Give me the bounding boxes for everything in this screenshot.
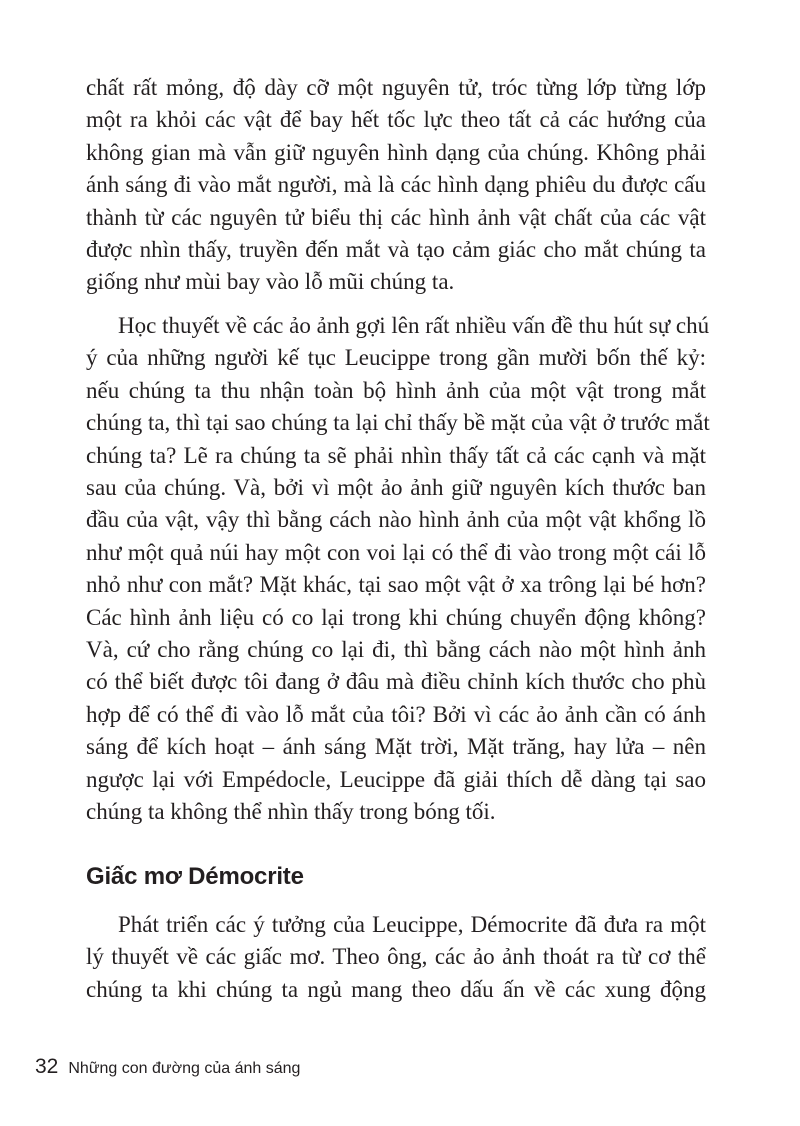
text-line: lý thuyết về các giấc mơ. Theo ông, các ảo ảnh thoát ra từ cơ thể bbox=[86, 944, 706, 970]
text-line: có thể biết được tôi đang ở đâu mà điều chỉnh kích thước cho phù bbox=[86, 669, 706, 695]
text-line: được nhìn thấy, truyền đến mắt và tạo cảm giác cho mắt chúng ta bbox=[86, 237, 706, 263]
page-footer bbox=[35, 1055, 300, 1081]
running-title: Những con đường của ánh sáng bbox=[68, 1060, 301, 1077]
text-line: chúng ta khi chúng ta ngủ mang theo dấu ấn về các xung động bbox=[86, 976, 706, 1002]
text-line: Các hình ảnh liệu có co lại trong khi chúng chuyển động không? bbox=[86, 604, 706, 630]
text-line: sau của chúng. Và, bởi vì một ảo ảnh giữ nguyên kích thước ban bbox=[86, 475, 706, 501]
text-line: như một quả núi hay một con voi lại có thể đi vào trong một cái lỗ bbox=[86, 539, 706, 565]
text-line: hợp để có thể đi vào lỗ mắt của tôi? Bởi vì các ảo ảnh cần có ánh bbox=[86, 701, 706, 727]
text-line: Phát triển các ý tưởng của Leucippe, Démocrite đã đưa ra một bbox=[118, 912, 706, 937]
text-line: ngược lại với Empédocle, Leucippe đã giải thích dễ dàng tại sao bbox=[86, 766, 706, 792]
text-line: chúng ta? Lẽ ra chúng ta sẽ phải nhìn thấy tất cả các cạnh và mặt bbox=[86, 442, 706, 468]
section-heading: Giấc mơ Démocrite bbox=[86, 863, 304, 890]
body-paragraph-2 bbox=[86, 310, 710, 829]
text-line: một ra khỏi các vật để bay hết tốc lực theo tất cả các hướng của bbox=[86, 107, 706, 133]
text-line: nhỏ như con mắt? Mặt khác, tại sao một vật ở xa trông lại bé hơn? bbox=[86, 572, 706, 598]
page-number: 32 bbox=[35, 1055, 59, 1078]
text-line: chúng ta không thể nhìn thấy trong bóng tối. bbox=[86, 799, 496, 825]
text-line: Và, cứ cho rằng chúng co lại đi, thì bằng cách nào một hình ảnh bbox=[86, 637, 706, 663]
text-line: chúng ta, thì tại sao chúng ta lại chỉ thấy bề mặt của vật ở trước mắt bbox=[86, 410, 710, 436]
text-line: chất rất mỏng, độ dày cỡ một nguyên tử, tróc từng lớp từng lớp bbox=[86, 75, 706, 100]
body-paragraph-1 bbox=[86, 72, 706, 299]
body-paragraph-3 bbox=[86, 909, 706, 1006]
text-line: thành từ các nguyên tử biểu thị các hình ảnh vật chất của các vật bbox=[86, 204, 706, 230]
text-line: giống như mùi bay vào lỗ mũi chúng ta. bbox=[86, 269, 455, 295]
text-line: Học thuyết về các ảo ảnh gợi lên rất nhiều vấn đề thu hút sự chú bbox=[118, 313, 710, 338]
text-line: ý của những người kế tục Leucippe trong gần mười bốn thế kỷ: bbox=[86, 345, 706, 371]
text-line: đầu của vật, vậy thì bằng cách nào hình ảnh của một vật khổng lồ bbox=[86, 507, 706, 533]
text-line: ánh sáng đi vào mắt người, mà là các hình dạng phiêu du được cấu bbox=[86, 172, 706, 198]
text-line: không gian mà vẫn giữ nguyên hình dạng của chúng. Không phải bbox=[86, 139, 706, 165]
text-line: sáng để kích hoạt – ánh sáng Mặt trời, Mặt trăng, hay lửa – nên bbox=[86, 734, 706, 760]
text-line: nếu chúng ta thu nhận toàn bộ hình ảnh của một vật trong mắt bbox=[86, 377, 706, 403]
